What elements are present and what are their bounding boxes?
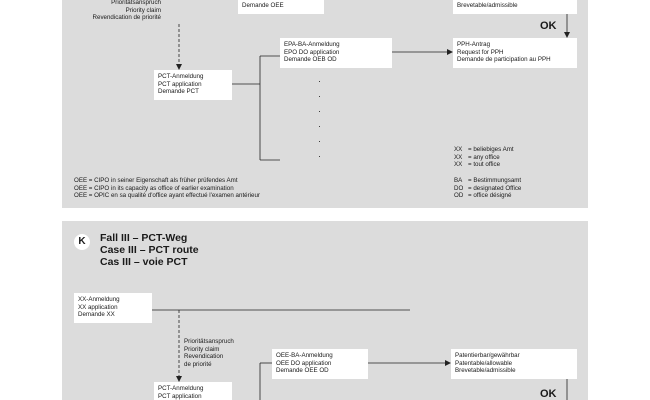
legend-ba-row: BA = Bestimmungsamt xyxy=(454,177,522,184)
priority-claim-labels-bottom xyxy=(184,338,234,368)
legend-xx-row: XX = tout office xyxy=(454,161,501,169)
epa-line-en: EPO DO application xyxy=(284,48,340,56)
heading-de: Fall III – PCT-Weg xyxy=(100,232,188,244)
xx-line-de: XX-Anmeldung xyxy=(78,296,120,303)
pph-line-en: Request for PPH xyxy=(457,48,504,56)
oee-do-application-box xyxy=(272,349,368,379)
legend-oee-fr: OEE = OPIC en sa qualité d'office ayant effectué l'examen antérieur xyxy=(74,192,260,200)
bottom-flowchart-panel xyxy=(62,221,588,400)
legend-ba-row: DO = designated Office xyxy=(454,184,522,192)
legend-ba xyxy=(454,177,521,200)
bottom-ok-label: OK xyxy=(540,388,557,400)
priority-line: Priority claim xyxy=(184,345,220,353)
legend-xx xyxy=(454,146,514,169)
priority-line: Prioritätsanspruch xyxy=(184,338,234,345)
priority-claim-labels xyxy=(91,0,161,22)
priority-line: de priorité xyxy=(184,360,212,368)
epa-do-application-box xyxy=(280,38,392,68)
legend-oee-en: OEE = CIPO in its capacity as office of earlier examination xyxy=(74,184,234,192)
legend-oee xyxy=(74,177,260,200)
patent-line-de: Patentierbar/gewährbar xyxy=(455,352,520,359)
oee-line-de: OEE-BA-Anmeldung xyxy=(276,352,333,359)
patent-line-en: Patentable/allowable xyxy=(455,359,513,367)
pct-line-en: PCT application xyxy=(158,392,202,400)
dot: · xyxy=(318,76,321,86)
continuation-dots xyxy=(318,74,321,164)
xx-line-fr: Demande XX xyxy=(78,311,115,319)
pct-line-de: PCT-Anmeldung xyxy=(158,385,204,392)
pph-line-de: PPH-Antrag xyxy=(457,41,491,48)
brevetable-box-partial xyxy=(453,0,577,14)
priority-label-en: Priority claim xyxy=(125,6,161,14)
priority-label-de: Prioritätsanspruch xyxy=(111,0,161,6)
legend-ba-row: OD = office désigné xyxy=(454,192,512,200)
legend-xx-row: XX = any office xyxy=(454,153,500,161)
priority-label-fr: Revendication de priorité xyxy=(92,14,161,22)
pph-line-fr: Demande de participation au PPH xyxy=(457,56,551,64)
heading-fr: Cas III – voie PCT xyxy=(100,256,188,268)
patentable-box xyxy=(451,349,577,379)
oee-line-fr: Demande OEE OD xyxy=(276,367,329,375)
dot: · xyxy=(318,136,321,146)
pct-application-box xyxy=(154,70,232,100)
epa-line-fr: Demande OEB OD xyxy=(284,56,337,64)
heading-en: Case III – PCT route xyxy=(100,244,199,256)
patent-line-fr: Brevetable/admissible xyxy=(455,367,516,375)
legend-oee-de: OEE = CIPO in seiner Eigenschaft als früher prüfendes Amt xyxy=(74,177,238,184)
pct-line-de: PCT-Anmeldung xyxy=(158,73,204,80)
xx-line-en: XX application xyxy=(78,303,118,311)
dot: · xyxy=(318,91,321,101)
case-k-badge: K xyxy=(74,234,90,250)
top-flowchart-panel xyxy=(62,0,588,208)
pct-line-en: PCT application xyxy=(158,80,202,88)
legend-xx-row: XX = beliebiges Amt xyxy=(454,146,514,153)
dot: · xyxy=(318,151,321,161)
epa-line-de: EPA-BA-Anmeldung xyxy=(284,41,340,48)
dot: · xyxy=(318,106,321,116)
pph-request-box xyxy=(453,38,577,68)
pct-line-fr: Demande PCT xyxy=(158,88,199,96)
oee-box-line: Demande OEE xyxy=(242,2,284,9)
oee-application-box-partial xyxy=(238,0,324,14)
case-heading xyxy=(100,232,199,268)
dot: · xyxy=(318,121,321,131)
xx-application-box xyxy=(74,293,152,323)
top-ok-label: OK xyxy=(540,20,557,32)
brevetable-line: Brevetable/admissible xyxy=(457,2,518,9)
pct-application-box-partial xyxy=(154,382,232,400)
priority-line: Revendication xyxy=(184,353,224,361)
oee-line-en: OEE DO application xyxy=(276,359,332,367)
